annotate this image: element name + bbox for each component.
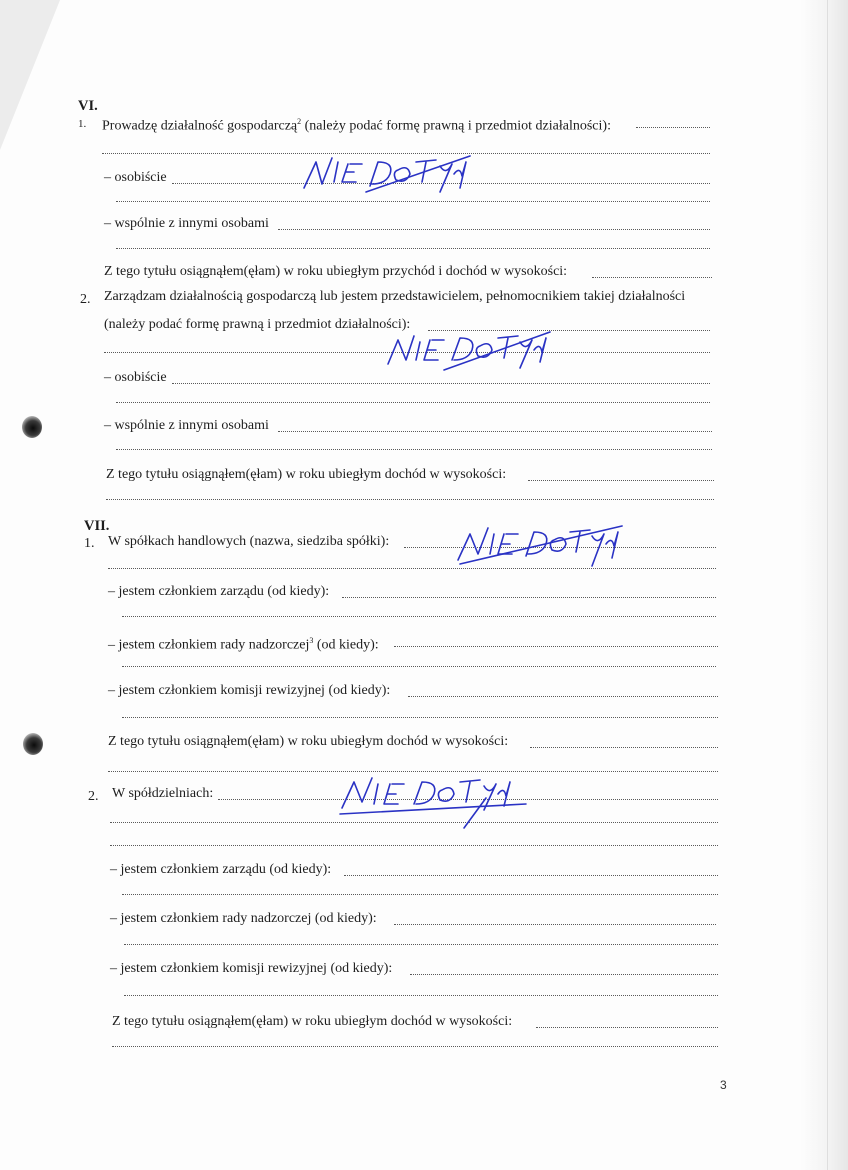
punch-hole-icon [23,733,43,755]
fill-line [122,717,718,718]
item-number: 2. [88,789,99,804]
fill-line [106,499,714,500]
role-board: – jestem członkiem zarządu (od kiedy): [108,584,330,599]
option-personally: – osobiście [104,170,167,185]
role-supervisory-text: – jestem członkiem rady nadzorczej [108,637,310,653]
income-statement: Z tego tytułu osiągnąłem(ęłam) w roku ubiegłym dochód w wysokości: [108,734,509,749]
role-board: – jestem członkiem zarządu (od kiedy): [110,862,332,877]
item-text: W spółkach handlowych (nazwa, siedziba spółki): [108,534,390,549]
page-edge-line [827,0,828,1170]
role-audit: – jestem członkiem komisji rewizyjnej (od kiedy): [108,683,391,698]
role-supervisory [108,633,379,654]
option-personally: – osobiście [104,370,167,385]
handwritten-annotation [300,152,480,194]
fill-line [116,402,710,403]
role-supervisory: – jestem członkiem rady nadzorczej (od kiedy): [110,911,377,926]
fill-line [122,666,716,667]
item-number: 1. [84,536,95,551]
option-jointly: – wspólnie z innymi osobami [104,216,269,231]
fill-line [112,1046,718,1047]
section-heading-vi: VI. [78,98,98,114]
fill-line [278,229,710,230]
item-number: 2. [80,292,91,307]
section-heading-vii: VII. [84,518,110,534]
page-edge-shadow [800,0,848,1170]
item-text: Zarządzam działalnością gospodarczą lub jestem przedstawicielem, pełnomocnikiem takiej działalności [104,289,686,304]
fill-line [116,449,712,450]
fill-line [122,894,718,895]
income-statement: Z tego tytułu osiągnąłem(ęłam) w roku ubiegłym dochód w wysokości: [112,1014,513,1029]
handwritten-annotation [336,774,536,830]
income-statement: Z tego tytułu osiągnąłem(ęłam) w roku ubiegłym przychód i dochód w wysokości: [104,264,568,279]
fill-line [108,771,718,772]
item-number: 1. [78,118,87,130]
role-supervisory-after: (od kiedy): [313,637,379,653]
fill-line [172,383,710,384]
fill-line [344,875,718,876]
income-statement: Z tego tytułu osiągnąłem(ęłam) w roku ubiegłym dochód w wysokości: [106,467,507,482]
role-audit: – jestem członkiem komisji rewizyjnej (od kiedy): [110,961,393,976]
fill-line [394,924,716,925]
fill-line [592,277,712,278]
fill-line [528,480,714,481]
fill-line [116,248,710,249]
fill-line [122,616,716,617]
fill-line [110,845,718,846]
fill-line [536,1027,718,1028]
fill-line [530,747,718,748]
footnote-mark: 3 [309,636,314,645]
fill-line [116,201,710,202]
folded-corner [0,0,60,150]
fill-line [124,995,718,996]
item-text: W spółdzielniach: [112,786,214,801]
fill-line [342,597,716,598]
punch-hole-icon [22,416,42,438]
fill-line [410,974,718,975]
fill-line [394,646,718,647]
handwritten-annotation [454,520,624,570]
page-number: 3 [720,1078,727,1092]
option-jointly: – wspólnie z innymi osobami [104,418,269,433]
footnote-mark: 2 [297,117,302,126]
fill-line [278,431,712,432]
fill-line [108,568,716,569]
fill-line [408,696,718,697]
fill-line [636,127,710,128]
item-text-continued: (należy podać formę prawną i przedmiot działalności): [104,317,411,332]
item-text [102,114,611,135]
item-text-after: (należy podać formę prawną i przedmiot działalności): [301,118,611,134]
item-text-main: Prowadzę działalność gospodarczą [102,118,298,134]
fill-line [124,944,718,945]
handwritten-annotation [384,330,554,372]
